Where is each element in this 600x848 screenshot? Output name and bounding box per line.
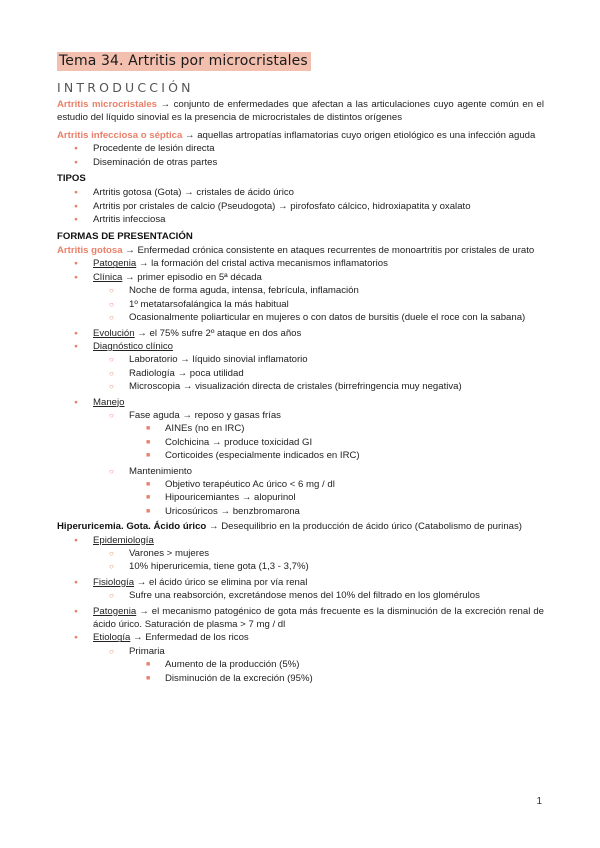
paragraph-infecciosa (57, 129, 544, 142)
list-item: ■ Uricosúricos → benzbromarona (129, 505, 544, 518)
list-item: ○ Noche de forma aguda, intensa, febrícula, inflamación (93, 284, 544, 297)
epidemiologia-sublist (93, 547, 544, 574)
label-fisiologia: Fisiología (93, 576, 135, 588)
text-primaria: Primaria (129, 645, 165, 657)
paragraph-hiperuricemia (57, 520, 544, 533)
text-gotosa: → Enfermedad crónica consistente en ataques recurrentes de monoartritis por cristales de urato (122, 245, 535, 257)
text-etiologia: → Enfermedad de los ricos (130, 632, 249, 644)
list-item-manejo (57, 396, 544, 519)
text-fisiologia: → el ácido úrico se elimina por vía renal (134, 576, 308, 588)
label-etiologia: Etiología (93, 632, 131, 644)
label-clinica: Clínica (93, 271, 123, 283)
list-item-primaria (93, 645, 544, 685)
fisiologia-sublist (93, 589, 544, 602)
title-block (57, 52, 311, 71)
list-item: ● Artritis gotosa (Gota) → cristales de ácido úrico (57, 186, 544, 199)
list-item-evolucion (57, 327, 544, 340)
list-item: ○ Varones > mujeres (93, 547, 544, 560)
formas-heading: FORMAS DE PRESENTACIÓN (57, 230, 193, 242)
mantenimiento-sublist (129, 478, 544, 518)
text-patogenia-2: → el mecanismo patogénico de gota más frecuente es la disminución de la excreción renal de ácido úrico. Saturación de plasma > 7 mg / dl (93, 605, 544, 631)
diagnostico-sublist (93, 353, 544, 393)
infecciosa-list (57, 142, 544, 169)
list-item: ■ Hipouricemiantes → alopurinol (129, 491, 544, 504)
label-patogenia-2: Patogenia (93, 605, 137, 617)
hiperuricemia-list (57, 534, 544, 685)
list-item: ■ Corticoides (especialmente indicados en IRC) (129, 449, 544, 462)
list-item: ○ 10% hiperuricemia, tiene gota (1,3 - 3,7%) (93, 560, 544, 573)
text-fase-aguda: Fase aguda → reposo y gasas frías (129, 409, 281, 421)
text-patogenia: → la formación del cristal activa mecanismos inflamatorios (136, 258, 388, 270)
text-microcristales: → conjunto de enfermedades que afectan a las articulaciones cuyo agente común en el estudio del líquido sinovial es la presencia de microcristales de distintos orígenes (57, 99, 544, 124)
manejo-sublist (93, 409, 544, 518)
term-infecciosa: Artritis infecciosa o séptica (57, 129, 183, 141)
term-hiperuricemia: Hiperuricemia. Gota. Ácido úrico (57, 521, 207, 533)
text-clinica: → primer episodio en 5ª década (122, 271, 262, 283)
fase-aguda-sublist (129, 422, 544, 462)
intro-heading: INTRODUCCIÓN (57, 80, 194, 95)
label-diagnostico: Diagnóstico clínico (93, 340, 173, 352)
list-item-fase-aguda (93, 409, 544, 463)
list-item: ● Artritis por cristales de calcio (Pseudogota) → pirofosfato cálcico, hidroxiapatita y oxalato (57, 200, 544, 213)
tipos-list (57, 186, 544, 226)
list-item-epidemiologia (57, 534, 544, 574)
clinica-sublist (93, 284, 544, 324)
page-title: Tema 34. Artritis por microcristales (57, 52, 311, 71)
gotosa-list (57, 257, 544, 518)
term-microcristales: Artritis microcristales (57, 99, 158, 110)
list-item: ■ Objetivo terapéutico Ac úrico < 6 mg / dl (129, 478, 544, 491)
label-evolucion: Evolución (93, 327, 135, 339)
list-item-clinica (57, 271, 544, 325)
list-item: ○ Radiología → poca utilidad (93, 367, 544, 380)
list-item: ■ AINEs (no en IRC) (129, 422, 544, 435)
list-item: ● Diseminación de otras partes (57, 156, 544, 169)
list-item: ■ Disminución de la excreción (95%) (129, 672, 544, 685)
document-content (57, 98, 544, 687)
list-item: ○ 1º metatarsofalángica la más habitual (93, 298, 544, 311)
text-evolucion: → el 75% sufre 2º ataque en dos años (134, 327, 302, 339)
list-item: ■ Colchicina → produce toxicidad GI (129, 436, 544, 449)
tipos-heading: TIPOS (57, 173, 86, 185)
text-hiperuricemia: → Desequilibrio en la producción de ácido úrico (Catabolismo de purinas) (206, 521, 522, 533)
etiologia-sublist (93, 645, 544, 685)
page-number: 1 (536, 796, 542, 807)
paragraph-microcristales (57, 98, 544, 125)
label-epidemiologia: Epidemiología (93, 534, 154, 546)
list-item: ● Procedente de lesión directa (57, 142, 544, 155)
list-item-mantenimiento (93, 465, 544, 519)
list-item-patogenia-2 (57, 605, 544, 632)
primaria-sublist (129, 658, 544, 685)
list-item: ○ Laboratorio → líquido sinovial inflamatorio (93, 353, 544, 366)
list-item: ● Artritis infecciosa (57, 213, 544, 226)
list-item-patogenia (57, 257, 544, 270)
list-item: ○ Ocasionalmente poliarticular en mujeres o con datos de bursitis (duele el roce con la sabana) (93, 311, 544, 324)
list-item-etiologia (57, 631, 544, 685)
list-item: ○ Microscopia → visualización directa de cristales (birrefringencia muy negativa) (93, 380, 544, 393)
paragraph-gotosa (57, 244, 544, 257)
text-infecciosa: → aquellas artropatías inflamatorias cuyo origen etiológico es una infección aguda (182, 129, 536, 141)
term-gotosa: Artritis gotosa (57, 245, 123, 257)
label-patogenia: Patogenia (93, 258, 137, 270)
list-item: ○ Sufre una reabsorción, excretándose menos del 10% del filtrado en los glomérulos (93, 589, 544, 602)
list-item-fisiologia (57, 576, 544, 603)
list-item-diagnostico (57, 340, 544, 394)
list-item: ■ Aumento de la producción (5%) (129, 658, 544, 671)
label-manejo: Manejo (93, 396, 125, 408)
text-mantenimiento: Mantenimiento (129, 465, 192, 477)
